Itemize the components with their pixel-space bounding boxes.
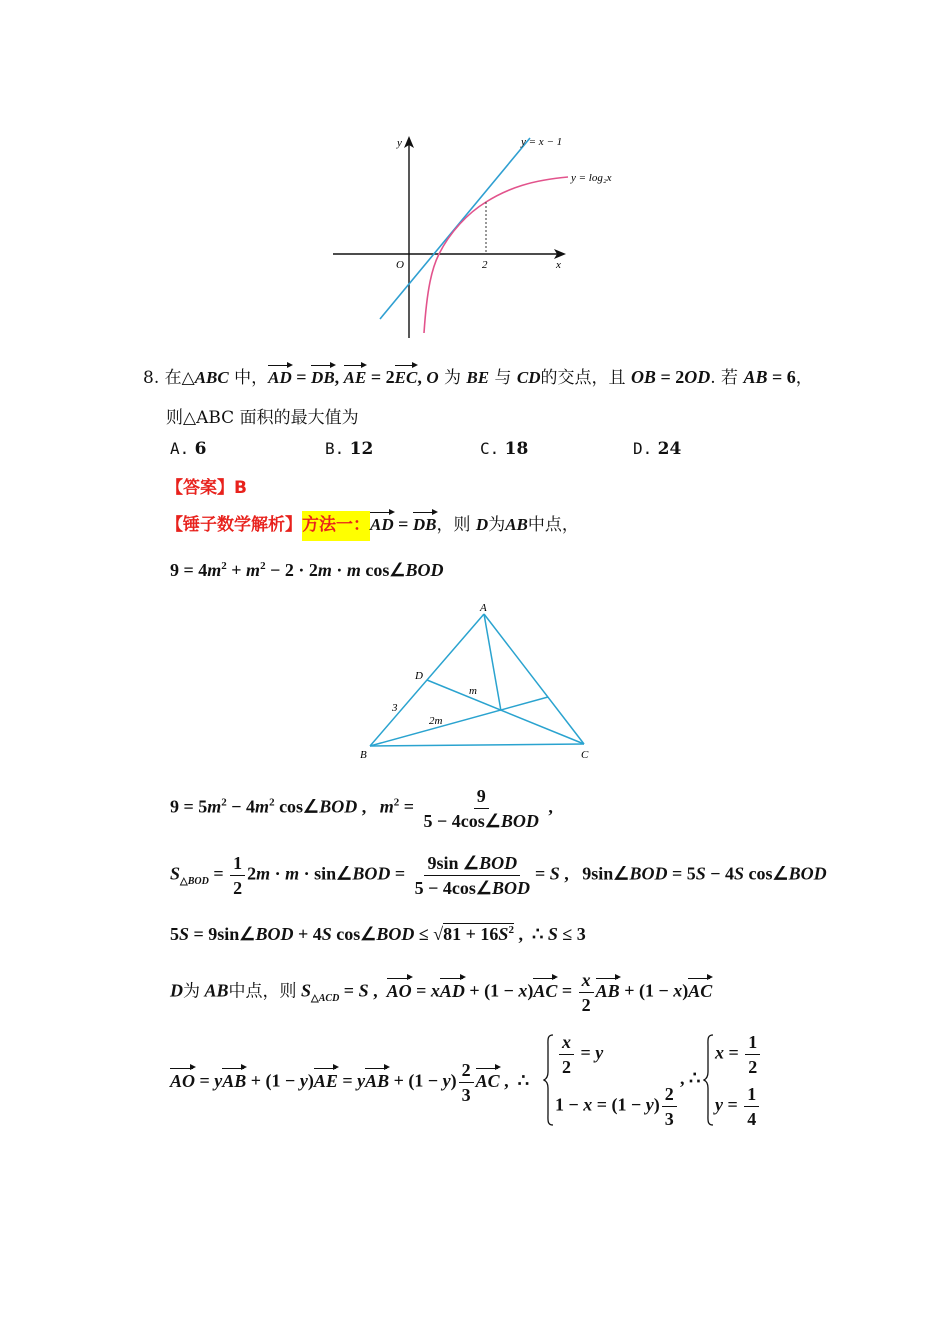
curve-label: y = log₂x — [571, 172, 612, 184]
option-a: A. 6 — [170, 439, 207, 459]
triangle-figure — [355, 600, 605, 765]
answer-label: 【答案】B — [166, 478, 247, 498]
question-line-1: 8. 在△ABC 中，AD = DB, AE = 2EC, O 为 BE 与 CD的交点，且 OB = 2OD. 若 AB = 6， — [143, 367, 813, 388]
method-one-label: 方法一： — [302, 511, 370, 541]
vertex-d: D — [415, 670, 423, 682]
equation-5: D为 AB中点，则 $S_{\triangle ACD} = S$ , AO = xAD + (1 − x)AC = $\frac{x}{2}$ AB + (1 − x)AC — [170, 970, 713, 1015]
function-graph — [328, 128, 628, 343]
therefore-2: , ∴ — [680, 1068, 701, 1088]
graph-tick-2: 2 — [482, 259, 488, 271]
equation-3: $S_{\triangle BOD}$ = $\frac{1}{2}$ 2m · m · sin∠BOD = $\frac{\text{9sin ∠BOD}}{\text{5 − 4cos∠BOD}}$ = S , 9sin∠BOD = 5S − 4S cos∠BOD — [170, 853, 827, 898]
option-d: D. 24 — [633, 439, 682, 459]
equation-2: $9 = 5m^2 - 4m^2$ cos∠BOD , $m^2$ = $\frac{9}{\text{5 − 4cos∠BOD}}$ , — [170, 786, 553, 831]
question-line-2: 则△ABC 面积的最大值为 — [166, 408, 359, 428]
option-c: C. 18 — [480, 439, 529, 459]
analysis-label: 【锤子数学解析】 — [166, 515, 302, 535]
question-number: 8. — [143, 368, 160, 388]
brace-icon — [543, 1034, 555, 1126]
label-2m: 2m — [429, 715, 443, 727]
analysis-line: 【锤子数学解析】方法一：AD = DB，则 D为AB中点， — [166, 510, 579, 535]
curve-log2 — [424, 177, 568, 333]
equation-1: $9 = 4m^2 + m^2 - 2 \cdot 2m \cdot m$ cos∠BOD — [170, 560, 444, 580]
segment-ao — [484, 614, 501, 711]
graph-y-label: y — [397, 137, 402, 149]
graph-origin-label: O — [396, 259, 404, 271]
brace-icon-2 — [703, 1034, 715, 1126]
side-bc — [370, 744, 584, 746]
label-m: m — [469, 685, 477, 697]
equation-6: AO = yAB + (1 − y)AE = yAB + (1 − y) $\frac{2}{3}$ AC , ∴ — [170, 1060, 530, 1105]
vertex-c: C — [581, 749, 589, 761]
equation-4: 5S = 9sin∠BOD + 4S cos∠BOD ≤ $√81 + 16S^2$ , ∴ S ≤ 3 — [170, 924, 586, 944]
vertex-a: A — [480, 602, 487, 614]
side-ac — [484, 614, 584, 744]
line-label: y = x − 1 — [521, 136, 563, 148]
segment-cd — [427, 680, 584, 744]
label-3: 3 — [392, 702, 398, 714]
graph-x-label: x — [556, 259, 561, 271]
option-b: B. 12 — [325, 439, 374, 459]
vertex-b: B — [360, 749, 367, 761]
